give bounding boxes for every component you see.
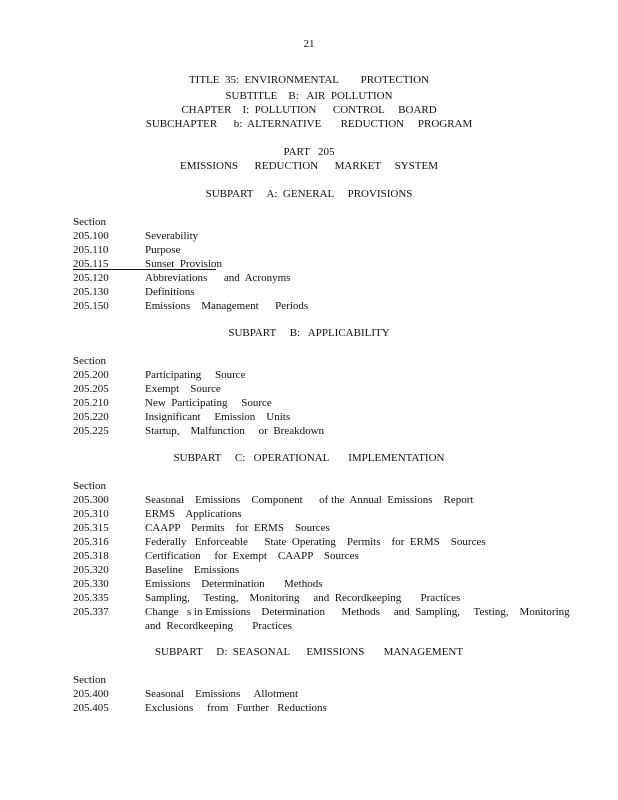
toc-entry (73, 549, 553, 563)
section-label: Section (73, 480, 106, 492)
section-title: Exclusions from Further Reductions (145, 702, 327, 714)
toc-entry (73, 285, 553, 299)
section-number: 205.335 (73, 592, 109, 604)
section-number: 205.205 (73, 383, 109, 395)
subpart-d-heading: SUBPART D: SEASONAL EMISSIONS MANAGEMENT (154, 646, 464, 658)
section-title: Purpose (145, 244, 181, 256)
section-title: Emissions Determination Methods (145, 578, 323, 590)
section-number: 205.220 (73, 411, 109, 423)
section-number: 205.225 (73, 425, 109, 437)
section-title: Severability (145, 230, 199, 242)
toc-entry (73, 299, 553, 313)
part-heading: PART 205 (283, 146, 335, 158)
section-number: 205.200 (73, 369, 109, 381)
toc-entry (73, 493, 553, 507)
section-title: Change s in Emissions Determination Methods and Sampling, Testing, Monitoring (145, 606, 570, 618)
section-number: 205.320 (73, 564, 109, 576)
section-title: ERMS Applications (145, 508, 242, 520)
section-number: 205.115 (73, 258, 109, 270)
chapter-heading: CHAPTER I: POLLUTION CONTROL BOARD (181, 104, 437, 116)
section-title: Seasonal Emissions Allotment (145, 688, 299, 700)
subtitle-heading: SUBTITLE B: AIR POLLUTION (225, 90, 393, 102)
section-number: 205.316 (73, 536, 109, 548)
subchapter-heading: SUBCHAPTER b: ALTERNATIVE REDUCTION PROGRAM (145, 118, 473, 130)
toc-entry (73, 271, 553, 285)
section-title: Sampling, Testing, Monitoring and Recordkeeping Practices (145, 592, 461, 604)
section-title: Definitions (145, 286, 195, 298)
toc-entry (73, 687, 553, 701)
section-number: 205.400 (73, 688, 109, 700)
section-title: Startup, Malfunction or Breakdown (145, 425, 325, 437)
title-heading: TITLE 35: ENVIRONMENTAL PROTECTION (188, 74, 430, 86)
strike-rule (73, 269, 216, 270)
section-number: 205.100 (73, 230, 109, 242)
section-title: Exempt Source (145, 383, 221, 395)
toc-entry (73, 229, 553, 243)
section-number: 205.300 (73, 494, 109, 506)
section-title: Insignificant Emission Units (145, 411, 291, 423)
section-title-continuation: and Recordkeeping Practices (145, 620, 292, 632)
section-number: 205.315 (73, 522, 109, 534)
toc-entry (73, 701, 553, 715)
section-title: Baseline Emissions (145, 564, 240, 576)
toc-entry (73, 424, 553, 438)
section-title: CAAPP Permits for ERMS Sources (145, 522, 330, 534)
section-number: 205.318 (73, 550, 109, 562)
subpart-b-heading: SUBPART B: APPLICABILITY (228, 327, 390, 339)
toc-entry (73, 577, 553, 591)
toc-entry (73, 507, 553, 521)
section-title: Federally Enforceable State Operating Permits for ERMS Sources (145, 536, 486, 548)
part-name-heading: EMISSIONS REDUCTION MARKET SYSTEM (179, 160, 438, 172)
section-number: 205.210 (73, 397, 109, 409)
section-number: 205.110 (73, 244, 109, 256)
toc-entry (73, 521, 553, 535)
section-label: Section (73, 216, 106, 228)
page-number: 21 (303, 38, 315, 50)
section-title: New Participating Source (145, 397, 272, 409)
toc-entry (73, 410, 553, 424)
toc-entry (73, 396, 553, 410)
section-title: Certification for Exempt CAAPP Sources (145, 550, 359, 562)
subpart-a-heading: SUBPART A: GENERAL PROVISIONS (205, 188, 413, 200)
section-number: 205.330 (73, 578, 109, 590)
section-number: 205.130 (73, 286, 109, 298)
toc-entry (73, 563, 553, 577)
toc-entry (73, 368, 553, 382)
section-label: Section (73, 674, 106, 686)
section-number: 205.120 (73, 272, 109, 284)
section-label: Section (73, 355, 106, 367)
section-title: Seasonal Emissions Component of the Annual Emissions Report (145, 494, 474, 506)
section-number: 205.405 (73, 702, 109, 714)
section-title: Emissions Management Periods (145, 300, 309, 312)
toc-entry (73, 535, 553, 549)
section-title: Abbreviations and Acronyms (145, 272, 291, 284)
section-number: 205.150 (73, 300, 109, 312)
section-title: Participating Source (145, 369, 246, 381)
section-title: Sunset Provision (145, 258, 223, 270)
section-number: 205.310 (73, 508, 109, 520)
toc-entry (73, 243, 553, 257)
toc-entry (73, 591, 553, 605)
subpart-c-heading: SUBPART C: OPERATIONAL IMPLEMENTATION (173, 452, 445, 464)
toc-entry (73, 605, 570, 619)
section-number: 205.337 (73, 606, 109, 618)
toc-entry (73, 382, 553, 396)
